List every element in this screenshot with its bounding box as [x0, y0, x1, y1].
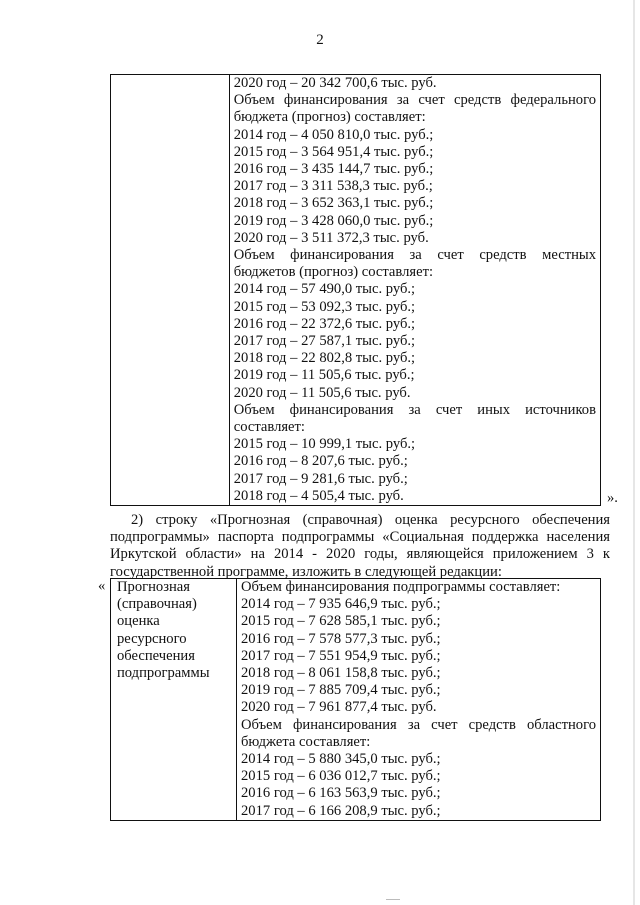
text-line: 2020 год – 20 342 700,6 тыс. руб.: [233, 75, 437, 91]
text-line: Объем финансирования за счет иных источников: [233, 401, 596, 418]
text-line: 2015 год – 10 999,1 тыс. руб.;: [233, 436, 416, 453]
heading-line: ресурсного: [117, 630, 187, 647]
heading-line: (справочная): [117, 596, 197, 613]
paragraph-line: подпрограммы» паспорта подпрограммы «Социальная поддержка населения: [110, 529, 610, 546]
heading-line: обеспечения: [117, 647, 195, 664]
text-line: 2017 год – 3 311 538,3 тыс. руб.;: [233, 178, 433, 195]
text-line: бюджета (прогноз) составляет:: [233, 109, 426, 126]
text-line: 2018 год – 4 505,4 тыс. руб.: [233, 487, 404, 504]
text-line: 2020 год – 3 511 372,3 тыс. руб.: [233, 229, 429, 246]
text-line: 2014 год – 57 490,0 тыс. руб.;: [233, 281, 416, 298]
text-line: 2014 год – 4 050 810,0 тыс. руб.;: [233, 126, 434, 143]
page-number: 2: [316, 32, 324, 48]
text-line: 2015 год – 7 628 585,1 тыс. руб.;: [241, 613, 441, 630]
text-line: 2019 год – 7 885 709,4 тыс. руб.;: [241, 682, 441, 699]
text-line: бюджета составляет:: [241, 733, 371, 750]
text-line: 2016 год – 7 578 577,3 тыс. руб.;: [241, 630, 441, 647]
text-line: Объем финансирования за счет средств областного: [241, 716, 596, 733]
text-line: 2015 год – 53 092,3 тыс. руб.;: [233, 298, 416, 315]
closing-quote: ».: [607, 490, 618, 506]
text-line: Объем финансирования подпрограммы составляет:: [241, 579, 561, 595]
text-line: 2016 год – 8 207,6 тыс. руб.;: [233, 453, 408, 470]
text-line: Объем финансирования за счет средств федерального: [233, 92, 596, 109]
opening-quote: «: [98, 578, 106, 594]
text-line: 2017 год – 9 281,6 тыс. руб.;: [233, 470, 408, 487]
heading-line: подпрограммы: [117, 665, 210, 682]
heading-line: оценка: [117, 613, 160, 630]
table1-right-cell: [229, 75, 600, 506]
funding-table-continued: [110, 74, 601, 506]
text-line: 2014 год – 7 935 646,9 тыс. руб.;: [241, 596, 441, 613]
text-line: 2018 год – 8 061 158,8 тыс. руб.;: [241, 665, 441, 682]
text-line: 2018 год – 22 802,8 тыс. руб.;: [233, 350, 416, 367]
text-line: 2020 год – 11 505,6 тыс. руб.: [233, 384, 411, 401]
paragraph-line: Иркутской области» на 2014 - 2020 годы, являющейся приложением 3 к: [110, 546, 610, 563]
text-line: 2020 год – 7 961 877,4 тыс. руб.: [241, 699, 437, 716]
text-line: 2017 год – 7 551 954,9 тыс. руб.;: [241, 647, 441, 664]
table1-text: [230, 75, 600, 505]
text-line: 2017 год – 27 587,1 тыс. руб.;: [233, 333, 416, 350]
row-heading-cell: [111, 579, 237, 821]
forecast-resource-table: [110, 578, 601, 821]
text-line: 2016 год – 6 163 563,9 тыс. руб.;: [241, 785, 441, 802]
text-line: 2014 год – 5 880 345,0 тыс. руб.;: [241, 751, 441, 768]
text-line: 2019 год – 11 505,6 тыс. руб.;: [233, 367, 415, 384]
scan-speck: [633, 0, 635, 905]
text-line: 2016 год – 22 372,6 тыс. руб.;: [233, 315, 416, 332]
text-line: бюджетов (прогноз) составляет:: [233, 264, 434, 281]
text-line: 2017 год – 6 166 208,9 тыс. руб.;: [241, 802, 441, 819]
text-line: 2018 год – 3 652 363,1 тыс. руб.;: [233, 195, 434, 212]
text-line: 2015 год – 3 564 951,4 тыс. руб.;: [233, 143, 434, 160]
table2-text: [237, 579, 600, 820]
funding-cell: [237, 579, 601, 821]
text-line: Объем финансирования за счет средств местных: [233, 247, 596, 264]
text-line: 2019 год – 3 428 060,0 тыс. руб.;: [233, 212, 434, 229]
amendment-paragraph: [110, 512, 610, 581]
scan-speck: [386, 899, 400, 900]
text-line: 2016 год – 3 435 144,7 тыс. руб.;: [233, 161, 434, 178]
heading-line: Прогнозная: [117, 579, 190, 595]
table1-left-cell: [111, 75, 230, 506]
text-line: 2015 год – 6 036 012,7 тыс. руб.;: [241, 768, 441, 785]
paragraph-line: государственной программе, изложить в следующей редакции:: [110, 563, 502, 580]
text-line: составляет:: [233, 419, 305, 436]
paragraph-line: 2) строку «Прогнозная (справочная) оценка ресурсного обеспечения: [131, 512, 610, 528]
